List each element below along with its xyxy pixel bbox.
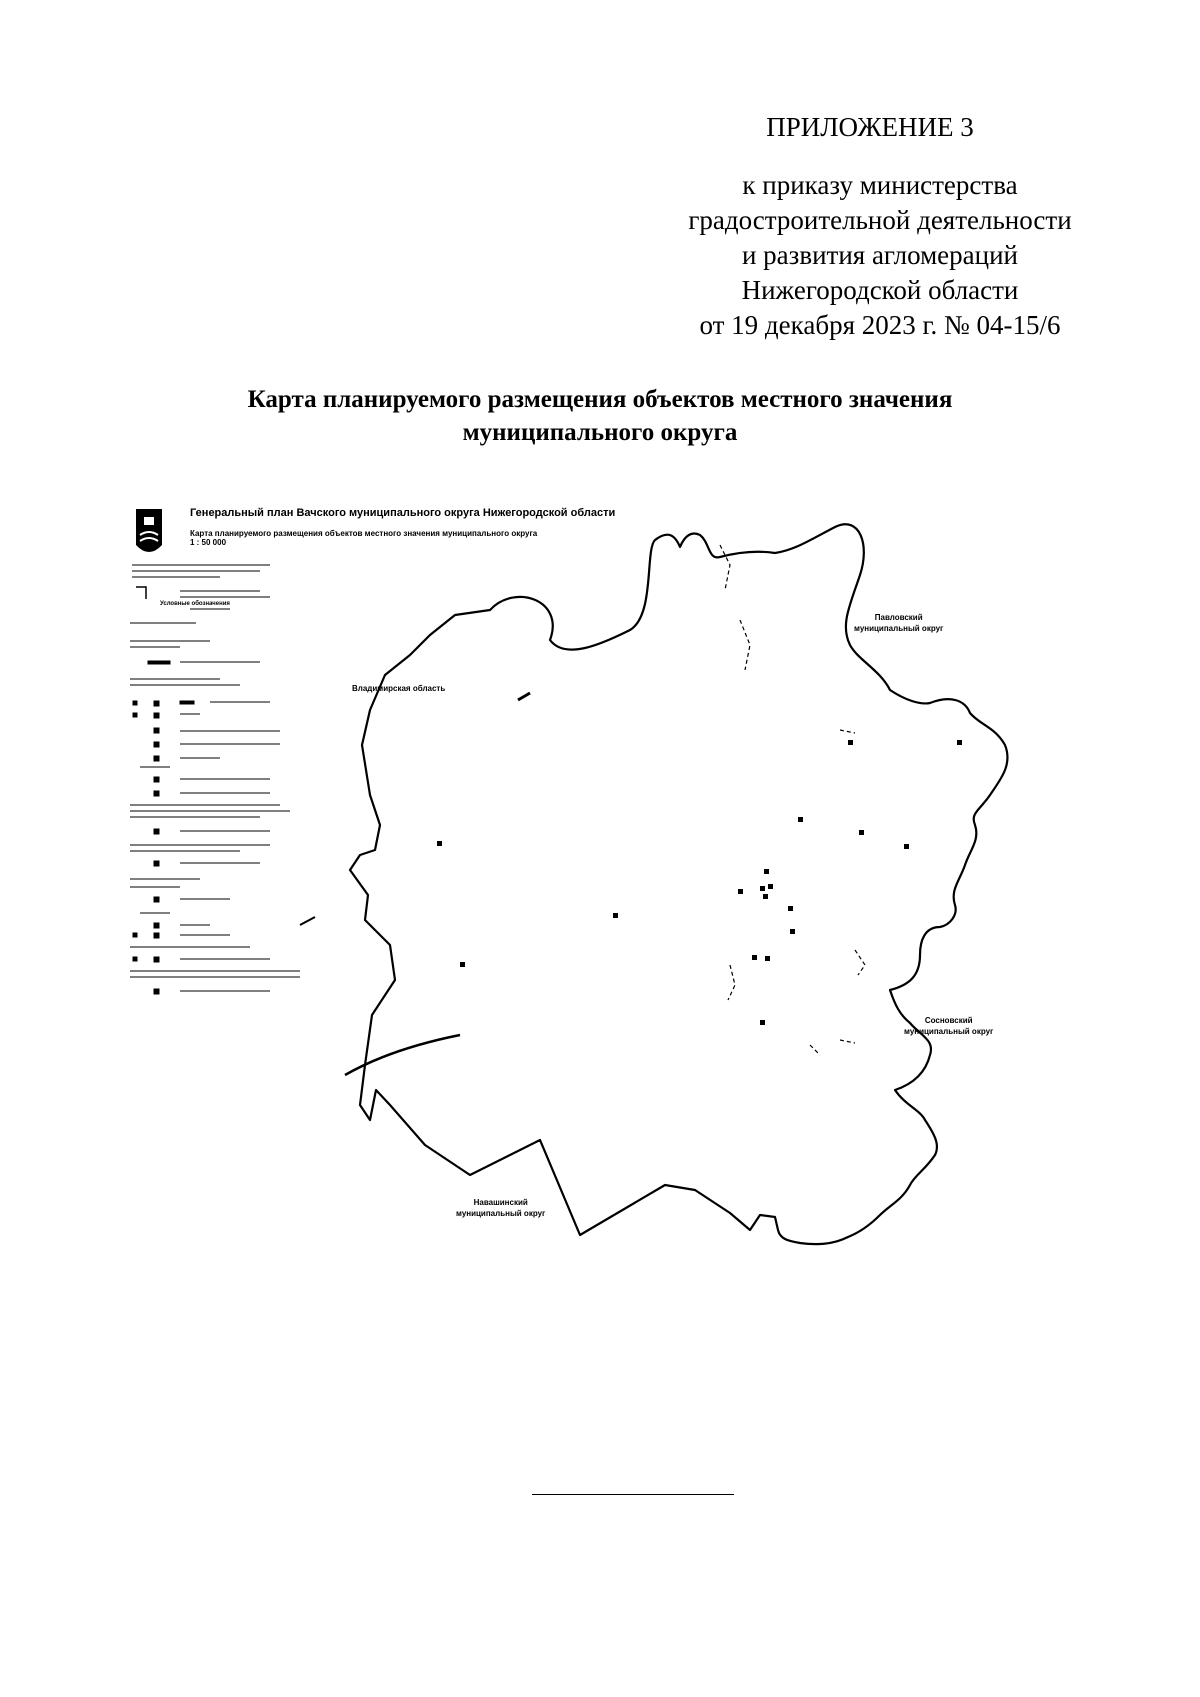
order-line: и развития агломераций — [741, 240, 1018, 270]
map-header-title: Генеральный план Вачского муниципального округа Нижегородской области — [190, 507, 616, 519]
document-title-line: Карта планируемого размещения объектов местного значения — [247, 386, 953, 413]
planned-object-marker — [765, 956, 770, 961]
order-line: градостроительной деятельности — [688, 205, 1072, 235]
appendix-title: ПРИЛОЖЕНИЕ 3 — [766, 112, 974, 142]
document-title — [150, 383, 1050, 449]
region-label-sosnovsky — [904, 1015, 993, 1037]
region-label-line: муниципальный округ — [456, 1209, 546, 1218]
planned-object-marker — [788, 906, 793, 911]
planned-object-marker — [859, 830, 864, 835]
planned-object-marker — [768, 884, 773, 889]
planned-object-markers — [437, 740, 962, 1025]
region-label-line: муниципальный округ — [904, 1027, 994, 1036]
map-header-subtitle: Карта планируемого размещения объектов местного значения муниципального округа — [190, 529, 538, 538]
region-label-line: Павловский — [874, 613, 923, 622]
map-scale: 1 : 50 000 — [190, 538, 227, 547]
map-header — [190, 507, 750, 547]
district-map — [120, 495, 1120, 1385]
planned-object-marker — [790, 929, 795, 934]
planned-object-marker — [613, 913, 618, 918]
region-label-pavlovsky — [854, 612, 943, 634]
planned-object-marker — [752, 955, 757, 960]
planned-object-marker — [760, 1020, 765, 1025]
legend-title: Условные обозначения — [160, 601, 230, 607]
map-legend — [130, 565, 300, 994]
river — [345, 1035, 460, 1075]
river — [518, 693, 530, 700]
order-reference — [660, 168, 1100, 343]
region-label-vladimir: Владимирская область — [352, 684, 446, 693]
planned-object-marker — [764, 869, 769, 874]
planned-object-marker — [957, 740, 962, 745]
document-title-line: муниципального округа — [462, 419, 738, 446]
planned-object-marker — [460, 962, 465, 967]
region-label-navashinsky — [456, 1197, 545, 1219]
internal-boundary — [720, 545, 865, 1055]
planned-object-marker — [904, 844, 909, 849]
region-label-line: муниципальный округ — [854, 624, 944, 633]
planned-object-marker — [760, 886, 765, 891]
region-label-line: Сосновский — [924, 1016, 973, 1025]
closing-rule — [532, 1494, 734, 1495]
order-line: к приказу министерства — [742, 170, 1018, 200]
planned-object-marker — [798, 817, 803, 822]
planned-object-marker — [437, 841, 442, 846]
planned-object-marker — [738, 889, 743, 894]
river — [300, 917, 315, 925]
order-date-line: от 19 декабря 2023 г. № 04-15/6 — [699, 310, 1061, 340]
region-label-line: Навашинский — [473, 1198, 528, 1207]
order-line: Нижегородской области — [741, 275, 1019, 305]
coat-of-arms-emblem — [136, 509, 162, 552]
map-canvas — [120, 495, 1120, 1385]
planned-object-marker — [848, 740, 853, 745]
planned-object-marker — [763, 894, 768, 899]
